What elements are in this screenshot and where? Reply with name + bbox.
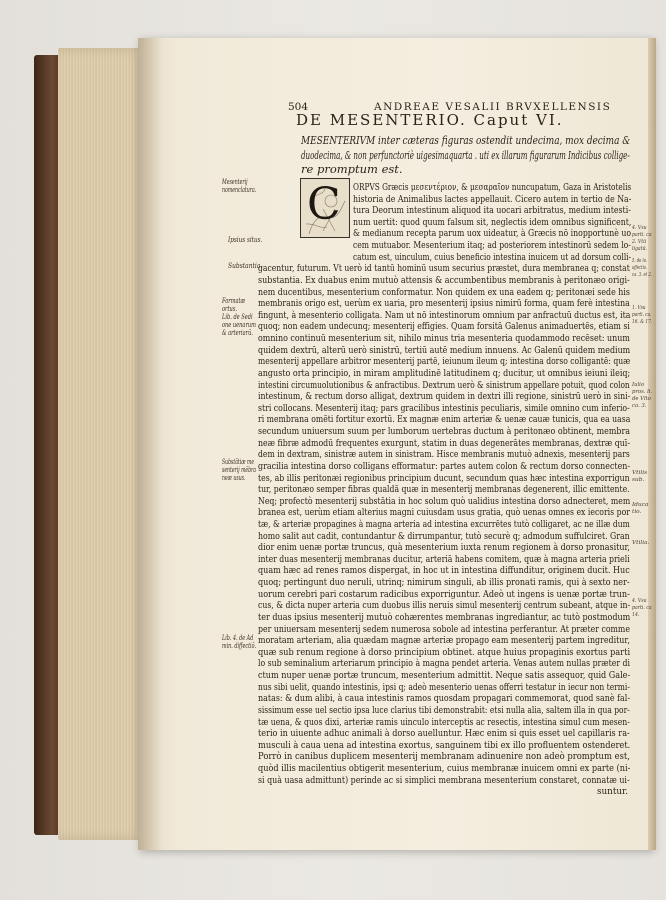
- body-line: tura Deorum intestinum aliquod ita uocari arbitratus, medium intesti-: [353, 206, 631, 217]
- body-line: branea est, uerùm etiam alterius magni cuiusdam usus gratia, quò uenas omnes ex iecoris por: [258, 508, 630, 519]
- page-right-edge: [648, 38, 656, 850]
- body-line: quoq; non eadem undecunq; mesenterij effigies. Quam forsitā Galenus animaduertēs, etiam si: [258, 322, 630, 333]
- body-line: ctum nuper uenæ portæ truncum, mesenterium admittit. Neque satis assequor, quid Gale-: [258, 671, 631, 682]
- right-margin-note-line: pros. li.: [632, 388, 653, 395]
- right-margin-note-line: 4. Vsu: [632, 598, 647, 604]
- margin-note: [222, 634, 256, 650]
- body-line: quidem dextrū, alterū uerò sinistrū, tertiū autē medium innuens. Ac Galenū quidem medium: [258, 345, 631, 356]
- body-line: suntur.: [597, 787, 629, 798]
- right-margin-note-line: affectis.: [632, 264, 647, 271]
- body-line: tes, ab illis peritonæi regionibus principium ducunt, secundum quas hæc intestina exporrigun: [258, 473, 630, 484]
- body-line: homo salit aut cadit, contundantur & dirrumpantur, tutò securè q; admodum suffulciret. Gran: [258, 531, 630, 542]
- body-line: si quà uasa admittunt) perinde ac si simplici membrana mesenterium constaret, connatæ ui-: [258, 775, 630, 786]
- margin-note-line: nomenclatura.: [222, 186, 257, 195]
- body-line: omnino continuū mesenterium sit, nihilo minus tria mesenteria quodammodo recēset: unum: [258, 334, 630, 345]
- margin-note: [228, 236, 262, 244]
- body-line: mesenterij appellare arbitror mesenterij partē, ieiunum ileum q; intestina dorso colligantē: quæ: [258, 357, 631, 368]
- right-margin-note-line: parti. ca.: [632, 311, 652, 318]
- intro-line: MESENTERIVM inter cæteras figuras ostendit undecima, mox decima &: [301, 133, 631, 147]
- body-line: musculi à caua uena ad intestina exortus, sanguinem tibi ex illo profluentem ostenderet.: [258, 740, 631, 751]
- margin-note-line: one uenarum: [222, 321, 256, 330]
- body-line: membranis origo est, uerùm ex uaria, pro mesenterij ipsius nimirū forma, quam ferè intestina: [258, 299, 630, 310]
- body-line: inter duas mesenterij membranas ducitur, arteriā habens comitem, quæ à magna arteria prieli: [258, 554, 630, 565]
- body-line: tæ, & arteriæ propagines à magna arteria ad intestina excurrētes tutò colligaret, ac ne illæ dum: [258, 519, 630, 530]
- initial-letter: C: [307, 179, 341, 230]
- body-line: quòd illis macilentius obtigerit mesenterium, cuius membranæ inuicem omni ex parte (ni-: [258, 764, 631, 774]
- body-line: neæ fibræ admodū frequentes exurgunt, statim in duas degenerātes membranas, dextræ quī-: [258, 438, 630, 449]
- margin-note-line: Substantia.: [228, 262, 263, 270]
- margin-note: [222, 178, 256, 194]
- margin-note-line: Substātiæ me: [222, 458, 255, 466]
- body-line: quoq; pertingunt duo neruli, utrinq; nimirum singuli, ab illis pronati ramis, qui à sexto ner-: [258, 578, 630, 589]
- body-line: ORPVS Græcis μεσεντέριον, & μεσαραῖον nuncupatum, Gaza in Aristotelis: [353, 183, 632, 193]
- body-line: sissimum esse uel sectio ipsa luce clarius tibi demonstrabit: etsi nulla alia, saltem illa in qua por-: [258, 705, 630, 716]
- body-line: quæ sub renum regione à dorso principium obtinet. atque huius propaginis exortus parti: [258, 647, 631, 658]
- body-line: quam hæc ad renes ramos dispergat, in hoc ut in intestina diffunditur, originem ducit. Huc: [258, 566, 630, 577]
- margin-note-line: Formatæ: [222, 297, 246, 305]
- margin-note-line: min. diffectiō.: [222, 642, 257, 651]
- right-margin-note: [632, 225, 652, 253]
- body-line: historia de Animalibus lactes appellauit. Cicero autem in tertio de Na-: [353, 194, 632, 205]
- right-margin-note-line: 5. de lo.: [632, 258, 648, 264]
- right-margin-note: [632, 258, 652, 279]
- body-line: ter duas ipsius mesenterij mutuò cohærentes membranas ingrediantur, ac tutò postmodum: [258, 612, 631, 623]
- margin-note-line: Ipsius situs.: [228, 236, 263, 244]
- body-line: angusto orta principio, in miram amplitudinē latitudinem q; ducitur, ut omnibus ieiuni ileiq;: [258, 368, 631, 379]
- body-line: Porrò in canibus duplicem mesenterij membranam adinuenire non adeò promptum est,: [258, 752, 630, 763]
- right-margin-note-line: parti. ca: [632, 604, 652, 611]
- body-line: dem in dextram, sinistræ autem in sinistram. Hisce membranis mutuò adnexis, mesenterij pars: [258, 450, 630, 461]
- page-number: 504: [288, 101, 309, 113]
- margin-note: [222, 297, 256, 337]
- right-margin-note-line: 1. Vsu: [632, 305, 646, 311]
- body-line: nem ducentibus, mesenterium conformatur. Non quidem ex una eadem q; peritonæi sede his: [258, 287, 630, 298]
- running-head: ANDREAE VESALII BRVXELLENSIS: [374, 101, 612, 113]
- decorated-initial: [300, 178, 350, 238]
- body-line: intestini circumuolutionibus & anfractibus. Dextrum uerò & sinistrum appellare potuit, quod colon: [258, 380, 630, 391]
- margin-note-line: Mesenterij: [222, 178, 248, 186]
- margin-note-line: Lib. 4. de Ad: [222, 634, 254, 642]
- right-margin-note-line: parti. ca: [632, 231, 652, 238]
- body-line: tæ uena, & quos dixi, arteriæ ramis uinculo interceptis ac resectis, intestina simul cum mesen-: [258, 717, 630, 728]
- margin-note-line: ortus.: [222, 305, 237, 314]
- chapter-title: DE MESENTERIO. Caput VI.: [296, 111, 564, 129]
- body-line: stri collocans. Mesenterij itaq; pars gracilibus intestinis peculiaris, simile omnino cum inferio-: [258, 403, 630, 414]
- body-line: gacentur, futurum. Vt uerò id tantū hominū usum securius præstet, dura membranea q; constat: [258, 264, 630, 275]
- body-line: intestinum, & rectum dorso alligat, dextrum quidem in dextri illi regione, sinistrū uerò in sini-: [258, 392, 631, 403]
- body-line: cem mutuabor. Mesenterium itaq; ad posteriorem intestinorū sedem lo-: [353, 241, 631, 252]
- body-line: natas: & dum alibi, à caua intestinis ramos quosdam propagari commemorat, quod sanè fal-: [258, 694, 631, 705]
- body-line: dior enim uenæ portæ truncus, quà mesenterium iuxta renum regionem à dorso pronasitur,: [258, 543, 630, 554]
- right-margin-note-line: tio.: [632, 508, 642, 515]
- right-margin-note-line: Iduca: [632, 502, 649, 508]
- right-margin-note-line: ca. 3.: [632, 402, 647, 409]
- body-line: catum est, uinculum, cuius beneficio intestina inuicem ut ad dorsum colli-: [353, 252, 632, 263]
- right-margin-note: [632, 540, 649, 547]
- right-margin-note: [632, 502, 648, 516]
- body-line: & medianum recepta parum uox uideatur, à Græcis nō inopportunè uo: [353, 229, 631, 240]
- margin-note: [228, 262, 262, 270]
- margin-note-line: senterij mēbra: [222, 466, 256, 475]
- intro-line: duodecima, & non perfunctoriè uigesimaquarta . uti ex illarum figurarum Indicibus collige-: [301, 148, 630, 162]
- body-line: gracilia intestina dorso colligans efformatur: partes autem colon & rectum dorso connecten-: [258, 461, 631, 472]
- body-line: Neq; profectò mesenterij substātia in hoc solum quò ualidius intestina dorso adnecteret, mem: [258, 496, 631, 507]
- right-margin-note: [632, 598, 652, 619]
- body-line: lo sub seminalium arteriarum principio à magna pendet arteria. Venas autem nullas præter di: [258, 659, 631, 670]
- body-line: cus, & dicta nuper arteria cum duobus illis neruis simul mesenterij centrum subeant, atque in-: [258, 601, 631, 612]
- right-margin-note-line: 4. Vsu: [632, 225, 647, 231]
- right-margin-note-line: sub.: [632, 476, 645, 483]
- body-line: substantia. Ex duabus enim mutuò attensis & accumbentibus membranis à peritonæo origi-: [258, 275, 630, 286]
- body-line: ri membrana omēti fortitur exortū. Ex magnæ enim arteriæ & uenæ cauæ tunicis, qua ea uasa: [258, 415, 631, 426]
- margin-note-line: neæ usus.: [222, 474, 246, 483]
- right-margin-note-line: Vtilis: [632, 470, 648, 476]
- intro-line: re promptum est.: [301, 162, 403, 176]
- margin-note-line: & arteriarū.: [222, 329, 253, 338]
- body-line: tur, peritonæo semper fibras qualdā quæ in mesenterij membranas degenerent, illic emittente.: [258, 485, 630, 496]
- right-margin-note-line: 2. Vtū: [632, 238, 647, 245]
- body-line: nus sibi uelit, quando intestinis, ipsi q; adeò mesenterio uenas offerri testatur in iecur non termi-: [258, 682, 630, 693]
- body-line: fingunt, à mesenterio colligata. Nam ut nō intestinorum omnium par anfractuū ductus est, ita: [258, 310, 631, 321]
- right-margin-note-line: 16. & 17.: [632, 318, 653, 325]
- body-line: per uniuersam mesenterij sedem numerosa sobole ad intestina perferantur. At præter comme: [258, 624, 630, 635]
- right-margin-note: [632, 470, 647, 484]
- body-line: num uertit: quod quum falsum sit, neglectis idem omnibus significent,: [353, 217, 632, 228]
- right-margin-note: [632, 382, 652, 410]
- right-margin-note: [632, 305, 652, 326]
- right-margin-note-line: ligatū.: [632, 245, 648, 252]
- body-line: secundum uniuersum suum per lumborum uertebras ductum à peritonæo obtinent, membra: [258, 427, 630, 438]
- gutter-shadow: [138, 38, 162, 850]
- right-margin-note-line: Iulio: [632, 382, 645, 388]
- body-line: uorum cerebri pari costarum radicibus exporriguntur. Adeò ut ingens is uenæ portæ trun-: [258, 589, 630, 600]
- right-margin-note-line: ca. 3. et 2.: [632, 271, 652, 278]
- body-line: moratam arteriam, alia quædam magnæ arteriæ propago eam mesenterij partem ingreditur,: [258, 636, 630, 647]
- body-line: terio in uiuente adhuc animali à dorso auelluntur. Hæc enim si quis esset uel capillaris ra-: [258, 729, 630, 740]
- right-margin-note-line: Vtilia.: [632, 540, 650, 546]
- margin-note-line: Lib. de Sedi: [222, 313, 253, 322]
- margin-note: [222, 458, 256, 482]
- right-margin-note-line: de Vlto: [632, 395, 651, 402]
- right-margin-note-line: 14.: [632, 611, 640, 618]
- page-edges: [58, 48, 148, 840]
